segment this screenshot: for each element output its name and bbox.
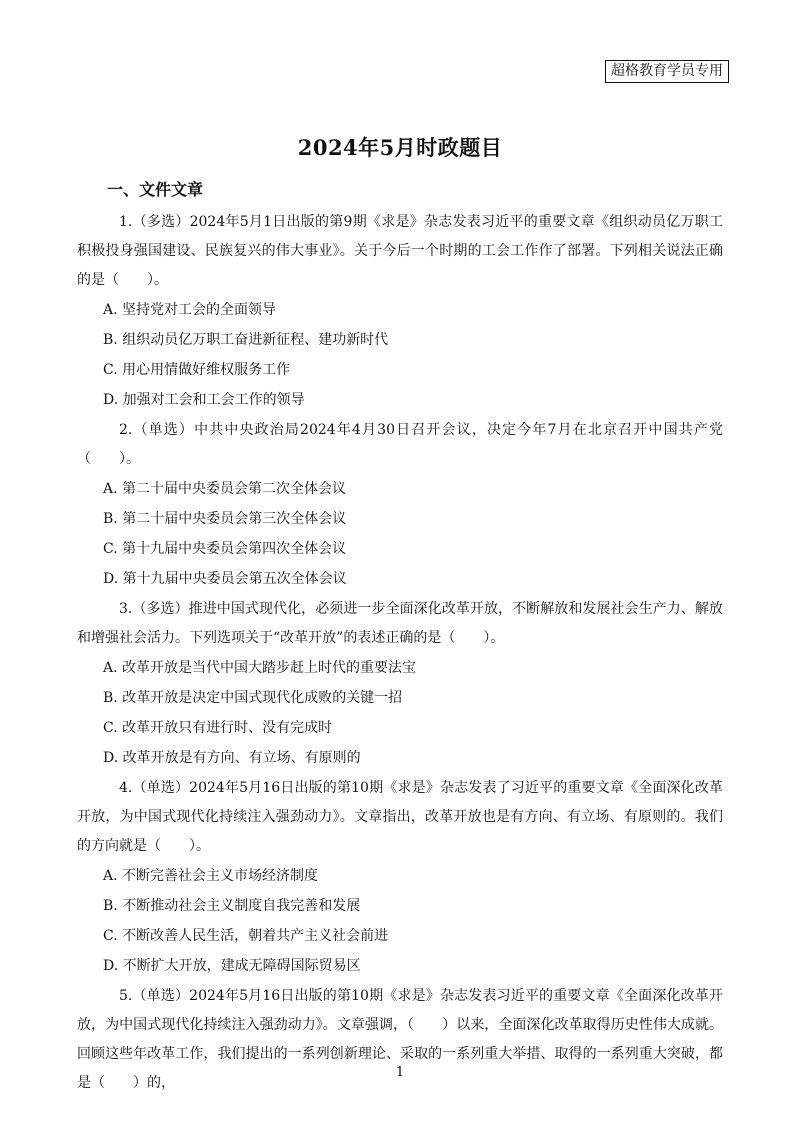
question-stem: 2.（单选）中共中央政治局2024年4月30日召开会议，决定今年7月在北京召开中国共产党（ ）。 <box>77 422 723 467</box>
option-c: C. 第十九届中央委员会第四次全体会议 <box>103 541 347 557</box>
option-b: B. 第二十届中央委员会第三次全体会议 <box>103 511 347 527</box>
question-2 <box>77 416 723 594</box>
option-c: C. 不断改善人民生活，朝着共产主义社会前进 <box>103 928 389 944</box>
option-a: A. 坚持党对工会的全面领导 <box>103 302 277 318</box>
page-number: 1 <box>395 1065 405 1080</box>
option-b: B. 改革开放是决定中国式现代化成败的关键一招 <box>103 690 403 706</box>
question-1 <box>77 208 723 415</box>
option-a: A. 第二十届中央委员会第二次全体会议 <box>103 481 347 497</box>
option-d: D. 不断扩大开放，建成无障碍国际贸易区 <box>103 958 361 974</box>
question-stem: 5.（单选）2024年5月16日出版的第10期《求是》杂志发表习近平的重要文章《全面深化改革开放，为中国式现代化持续注入强劲动力》。文章强调，（ ）以来，全面深化改革取得历史性伟大成就。回顾这些年改革工作，我们提出的一系列创新理论、采取的一系列重大举措、取得的一系列重大突破，都是（ ）的， <box>77 988 723 1091</box>
option-c: C. 用心用情做好维权服务工作 <box>103 362 291 378</box>
question-5 <box>77 982 723 1098</box>
option-b: B. 组织动员亿万职工奋进新征程、建功新时代 <box>103 332 389 348</box>
question-4 <box>77 774 723 981</box>
option-a: A. 改革开放是当代中国大踏步赶上时代的重要法宝 <box>103 660 417 676</box>
student-only-stamp: 超格教育学员专用 <box>605 60 729 83</box>
option-d: D. 改革开放是有方向、有立场、有原则的 <box>103 750 361 766</box>
question-stem: 4.（单选）2024年5月16日出版的第10期《求是》杂志发表了习近平的重要文章《全面深化改革开放，为中国式现代化持续注入强劲动力》。文章指出，改革开放也是有方向、有立场、有原则的。我们的方向就是（ ）。 <box>77 780 723 854</box>
option-d: D. 第十九届中央委员会第五次全体会议 <box>103 571 347 587</box>
question-stem: 1.（多选）2024年5月1日出版的第9期《求是》杂志发表习近平的重要文章《组织动员亿万职工积极投身强国建设、民族复兴的伟大事业》。关于今后一个时期的工会工作作了部署。下列相关说法正确的是（ ）。 <box>77 214 723 288</box>
question-3 <box>77 595 723 773</box>
option-c: C. 改革开放只有进行时、没有完成时 <box>103 720 333 736</box>
question-stem: 3.（多选）推进中国式现代化，必须进一步全面深化改革开放，不断解放和发展社会生产力、解放和增强社会活力。下列选项关于“改革开放”的表述正确的是（ ）。 <box>77 601 723 646</box>
question-list <box>77 208 723 1099</box>
option-b: B. 不断推动社会主义制度自我完善和发展 <box>103 898 361 914</box>
section-heading: 一、文件文章 <box>107 180 204 199</box>
option-d: D. 加强对工会和工会工作的领导 <box>103 392 305 408</box>
option-a: A. 不断完善社会主义市场经济制度 <box>103 868 319 884</box>
page-title: 2024年5月时政题目 <box>297 135 503 160</box>
